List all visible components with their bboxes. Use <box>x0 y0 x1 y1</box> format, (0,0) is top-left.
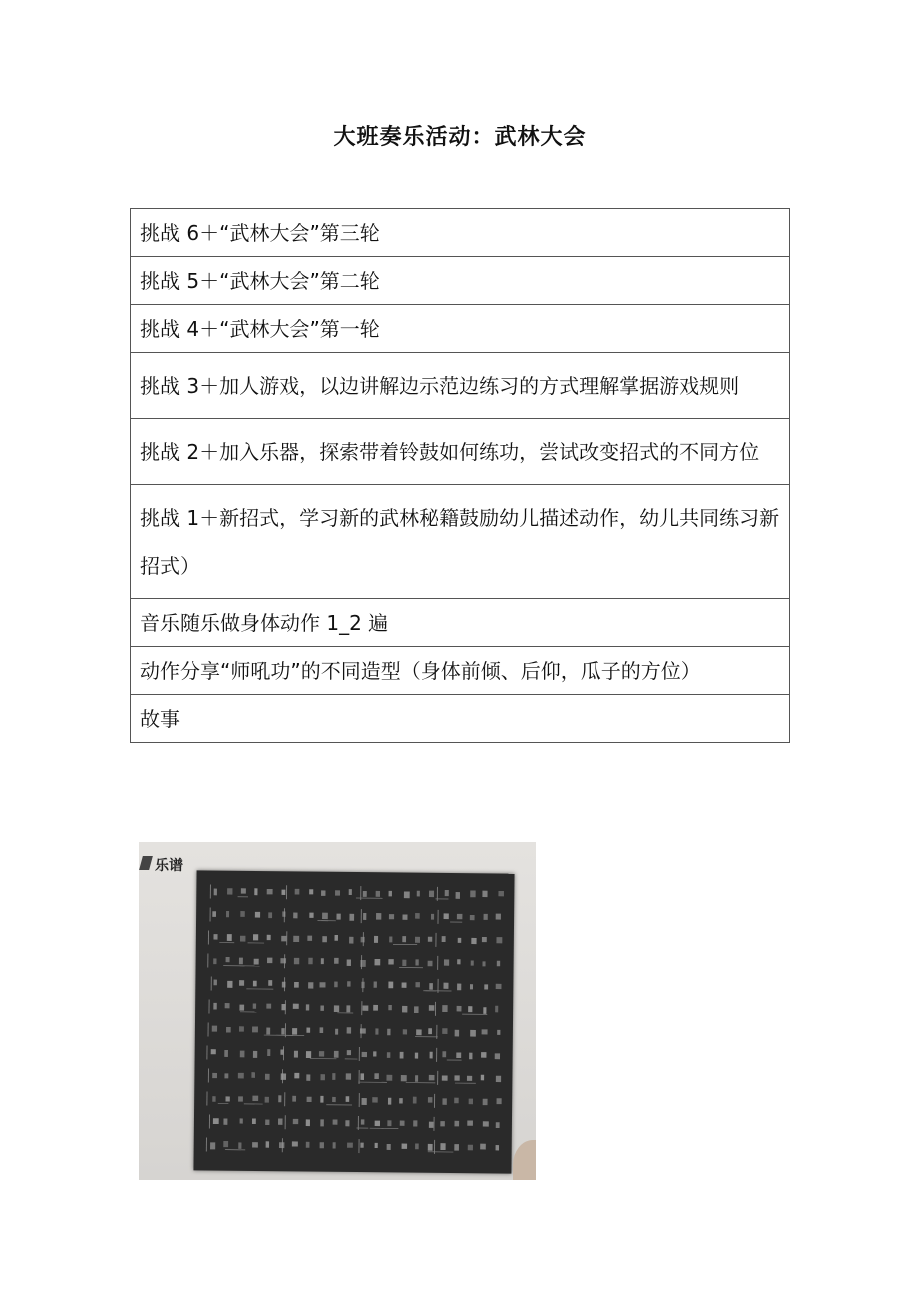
note-mark <box>308 958 312 965</box>
note-mark <box>295 889 300 895</box>
note-mark <box>415 1053 418 1059</box>
note-mark <box>415 1075 418 1082</box>
note-mark <box>456 892 460 899</box>
note-mark <box>456 1052 461 1058</box>
note-mark <box>319 982 325 987</box>
note-mark <box>308 982 313 988</box>
note-mark <box>483 1099 488 1105</box>
note-mark <box>266 1141 269 1147</box>
note-mark <box>267 1049 270 1056</box>
note-mark <box>454 1098 459 1104</box>
note-mark <box>375 1121 380 1126</box>
note-mark <box>267 889 273 894</box>
note-mark <box>345 1120 349 1126</box>
note-mark <box>429 983 433 990</box>
note-mark <box>431 914 434 920</box>
note-mark <box>240 1118 243 1123</box>
note-mark <box>333 1142 336 1148</box>
note-mark <box>481 1052 486 1058</box>
note-mark <box>375 1143 378 1148</box>
table-cell: 动作分享“师吼功”的不同造型（身体前倾、后仰，瓜子的方位） <box>131 647 790 695</box>
note-mark <box>238 1096 243 1101</box>
note-mark <box>483 1121 489 1126</box>
note-mark <box>497 961 500 967</box>
note-mark <box>211 1049 216 1054</box>
note-mark <box>294 958 299 964</box>
note-mark <box>240 1051 245 1058</box>
note-mark <box>268 912 272 918</box>
note-mark <box>388 1005 392 1010</box>
note-mark <box>400 1052 404 1059</box>
note-mark <box>400 1121 405 1126</box>
note-mark <box>373 1005 378 1011</box>
note-mark <box>457 984 461 991</box>
note-mark <box>254 888 257 895</box>
table-cell: 挑战 2＋加入乐器，探索带着铃鼓如何练功，尝试改变招式的不同方位 <box>131 419 790 485</box>
note-mark <box>293 1004 299 1009</box>
note-mark <box>389 891 392 897</box>
note-mark <box>496 914 501 920</box>
note-mark <box>239 958 243 965</box>
note-mark <box>213 1118 219 1124</box>
note-mark <box>445 890 449 896</box>
note-mark <box>346 1005 350 1012</box>
note-mark <box>320 1005 324 1010</box>
note-mark <box>224 1073 228 1078</box>
table-row <box>131 353 790 419</box>
note-mark <box>360 1028 366 1033</box>
note-mark <box>223 1141 228 1147</box>
note-mark <box>467 1120 473 1125</box>
note-mark <box>374 1073 378 1079</box>
music-sheet <box>193 870 514 1173</box>
note-mark <box>496 937 502 943</box>
note-mark <box>252 1142 258 1147</box>
note-mark <box>281 890 285 895</box>
note-mark <box>484 914 488 920</box>
note-mark <box>402 936 406 942</box>
note-mark <box>268 980 272 986</box>
note-mark <box>457 1006 462 1012</box>
note-mark <box>374 936 378 943</box>
note-mark <box>387 1052 391 1058</box>
music-notation-image <box>193 870 514 1173</box>
note-mark <box>212 911 216 917</box>
note-mark <box>496 1076 501 1082</box>
note-mark <box>319 1051 324 1056</box>
note-mark <box>442 1028 447 1034</box>
note-mark <box>388 982 393 989</box>
note-mark <box>360 960 365 967</box>
note-mark <box>253 1051 257 1058</box>
note-mark <box>212 1073 217 1078</box>
note-mark <box>322 913 328 919</box>
table-row <box>131 695 790 743</box>
note-mark <box>280 958 286 963</box>
note-mark <box>267 958 272 964</box>
table-cell: 挑战 1＋新招式，学习新的武林秘籍鼓励幼儿描述动作，幼儿共同练习新招式） <box>131 485 790 599</box>
note-mark <box>482 1029 488 1034</box>
note-mark <box>320 1027 324 1033</box>
note-mark <box>442 936 446 942</box>
note-mark <box>334 958 339 964</box>
note-mark <box>309 889 313 894</box>
note-mark <box>415 937 420 943</box>
note-mark <box>238 1073 244 1079</box>
note-mark <box>349 937 353 944</box>
note-mark <box>252 1096 258 1101</box>
note-mark <box>402 1144 408 1149</box>
note-mark <box>212 1026 217 1032</box>
note-mark <box>470 890 475 897</box>
note-mark <box>482 891 487 897</box>
note-mark <box>306 1074 310 1080</box>
note-mark <box>334 1005 339 1012</box>
note-mark <box>227 888 232 894</box>
note-mark <box>361 1119 365 1124</box>
note-mark <box>363 891 367 897</box>
note-mark <box>294 1051 298 1058</box>
note-mark <box>347 1143 353 1148</box>
note-mark <box>307 936 312 941</box>
note-mark <box>281 1028 284 1034</box>
note-mark <box>468 1145 473 1151</box>
note-mark <box>239 1005 244 1011</box>
page-title: 大班奏乐活动：武林大会 <box>333 125 587 150</box>
note-mark <box>347 1027 351 1033</box>
note-mark <box>442 1051 446 1057</box>
note-mark <box>267 935 271 940</box>
note-mark <box>401 1075 407 1081</box>
note-mark <box>225 1003 230 1008</box>
note-mark <box>376 913 381 920</box>
note-mark <box>484 984 488 989</box>
note-mark <box>428 1144 433 1151</box>
photo-header-label: 乐谱 <box>155 858 183 874</box>
note-mark <box>223 1118 227 1124</box>
note-mark <box>442 1005 447 1012</box>
note-mark <box>360 1073 364 1080</box>
note-mark <box>349 889 352 895</box>
note-mark <box>322 936 327 942</box>
note-mark <box>415 982 420 987</box>
note-mark <box>255 912 260 918</box>
table-cell: 挑战 5＋“武林大会”第二轮 <box>131 257 790 305</box>
note-mark <box>213 1003 216 1010</box>
note-mark <box>306 1004 309 1010</box>
note-mark <box>282 982 286 988</box>
table-row <box>131 305 790 353</box>
note-mark <box>443 983 448 989</box>
note-mark <box>278 1118 283 1124</box>
note-mark <box>212 1096 215 1102</box>
note-mark <box>417 891 420 897</box>
note-mark <box>387 1029 390 1036</box>
note-mark <box>281 936 286 942</box>
note-mark <box>495 1006 498 1013</box>
note-mark <box>399 1098 403 1103</box>
note-mark <box>428 961 433 967</box>
table-cell: 故事 <box>131 695 790 743</box>
note-mark <box>240 911 244 917</box>
note-mark <box>239 980 244 986</box>
note-mark <box>402 960 406 966</box>
note-mark <box>372 1097 378 1102</box>
note-mark <box>471 938 476 944</box>
note-mark <box>293 936 299 942</box>
note-mark <box>347 1050 351 1055</box>
note-mark <box>413 1097 417 1104</box>
note-mark <box>294 982 299 988</box>
note-mark <box>470 984 473 989</box>
note-mark <box>442 1075 448 1080</box>
note-mark <box>281 1073 286 1079</box>
note-mark <box>386 1075 392 1081</box>
note-mark <box>252 1026 258 1032</box>
note-mark <box>346 1073 351 1079</box>
note-mark <box>266 1004 271 1009</box>
note-mark <box>226 911 229 917</box>
note-mark <box>483 1007 486 1014</box>
table-row <box>131 485 790 599</box>
note-mark <box>224 1050 228 1057</box>
note-mark <box>361 937 365 943</box>
note-mark <box>428 1028 432 1034</box>
note-mark <box>334 1051 339 1058</box>
note-mark <box>428 1097 433 1103</box>
note-mark <box>332 1073 335 1080</box>
note-mark <box>213 934 217 940</box>
note-mark <box>306 1119 310 1126</box>
note-mark <box>403 1029 407 1034</box>
note-mark <box>265 1074 270 1080</box>
music-score-photo <box>139 842 536 1180</box>
note-mark <box>415 1143 419 1149</box>
note-mark <box>429 1122 434 1128</box>
note-mark <box>226 957 230 962</box>
note-mark <box>454 1121 459 1127</box>
activity-steps-table <box>130 208 790 743</box>
table-cell: 音乐随乐做身体动作 1_2 遍 <box>131 599 790 647</box>
note-mark <box>389 914 394 919</box>
note-mark <box>469 1099 473 1105</box>
note-mark <box>404 891 410 898</box>
note-mark <box>402 982 407 987</box>
note-mark <box>307 1097 312 1102</box>
note-mark <box>306 1051 311 1058</box>
note-mark <box>241 888 246 893</box>
note-mark <box>238 1142 241 1148</box>
note-mark <box>321 890 325 896</box>
note-mark <box>429 1005 435 1011</box>
note-mark <box>210 1142 215 1149</box>
note-mark <box>320 1142 324 1148</box>
note-mark <box>388 1098 391 1105</box>
note-mark <box>335 890 340 895</box>
note-mark <box>374 959 380 965</box>
note-mark <box>497 1030 500 1035</box>
note-mark <box>293 913 297 919</box>
note-mark <box>214 889 217 896</box>
note-mark <box>253 981 257 987</box>
note-mark <box>373 1051 376 1056</box>
note-mark <box>458 938 462 943</box>
note-mark <box>468 1006 472 1012</box>
note-mark <box>415 913 420 919</box>
note-mark <box>226 1027 231 1033</box>
note-mark <box>375 1028 378 1034</box>
note-mark <box>429 1075 435 1081</box>
note-mark <box>496 984 502 989</box>
note-mark <box>363 1005 369 1010</box>
note-mark <box>279 1142 284 1148</box>
note-mark <box>320 1119 324 1126</box>
note-mark <box>413 1120 417 1126</box>
note-mark <box>280 1049 283 1054</box>
note-mark <box>335 935 338 941</box>
note-mark <box>321 958 324 964</box>
note-mark <box>440 1143 445 1150</box>
note-mark <box>495 1053 500 1059</box>
note-mark <box>253 934 258 940</box>
note-mark <box>389 936 392 942</box>
table-cell: 挑战 4＋“武林大会”第一轮 <box>131 305 790 353</box>
note-mark <box>388 959 393 964</box>
note-mark <box>306 1028 310 1033</box>
note-mark <box>292 1141 298 1146</box>
note-mark <box>309 913 313 918</box>
table-cell: 挑战 3＋加人游戏，以边讲解边示范边练习的方式理解掌据游戏规则 <box>131 353 790 419</box>
note-mark <box>282 911 285 916</box>
note-mark <box>281 1004 285 1010</box>
note-mark <box>362 1098 367 1105</box>
note-mark <box>306 1142 310 1148</box>
note-mark <box>332 1097 336 1102</box>
note-mark <box>428 937 432 942</box>
table-row <box>131 209 790 257</box>
note-mark <box>334 982 338 988</box>
note-mark <box>482 961 485 966</box>
note-mark <box>402 1006 407 1013</box>
table-cell: 挑战 6＋“武林大会”第三轮 <box>131 209 790 257</box>
note-mark <box>362 1052 367 1057</box>
note-mark <box>294 1073 299 1078</box>
note-mark <box>471 961 474 966</box>
note-mark <box>347 959 351 965</box>
note-mark <box>253 1004 256 1009</box>
note-mark <box>225 1096 229 1101</box>
note-mark <box>240 936 245 942</box>
note-mark <box>265 1097 269 1103</box>
note-mark <box>454 1075 459 1080</box>
note-mark <box>429 891 434 898</box>
note-mark <box>496 1122 500 1128</box>
note-mark <box>252 1118 256 1124</box>
table-row <box>131 599 790 647</box>
note-mark <box>416 1029 422 1035</box>
note-mark <box>360 1143 363 1148</box>
note-mark <box>363 913 366 920</box>
note-mark <box>482 937 487 942</box>
note-mark <box>440 1121 445 1126</box>
note-mark <box>414 1006 419 1013</box>
note-mark <box>480 1144 486 1150</box>
note-mark <box>320 1096 323 1103</box>
note-mark <box>497 1098 502 1104</box>
note-mark <box>333 1120 338 1125</box>
note-mark <box>374 982 377 988</box>
note-mark <box>457 914 463 919</box>
note-mark <box>335 1029 338 1035</box>
note-mark <box>213 980 216 986</box>
note-mark <box>361 982 364 988</box>
note-mark <box>346 1096 350 1102</box>
table-row <box>131 419 790 485</box>
note-mark <box>251 1072 255 1078</box>
note-mark <box>457 959 460 964</box>
note-mark <box>254 959 259 965</box>
note-mark <box>467 1076 472 1081</box>
note-mark <box>376 891 380 897</box>
table-row <box>131 257 790 305</box>
note-mark <box>347 981 351 986</box>
note-mark <box>292 1028 297 1034</box>
note-mark <box>349 914 354 921</box>
note-mark <box>444 913 449 919</box>
note-mark <box>470 915 475 920</box>
note-mark <box>336 914 340 920</box>
note-mark <box>266 1028 270 1035</box>
note-mark <box>213 958 216 964</box>
note-mark <box>430 1052 433 1059</box>
table-row <box>131 647 790 695</box>
note-mark <box>320 1074 324 1080</box>
note-mark <box>402 914 407 919</box>
note-mark <box>239 1026 244 1031</box>
note-mark <box>470 1030 476 1037</box>
note-mark <box>227 981 232 988</box>
note-mark <box>442 1098 446 1105</box>
note-mark <box>498 891 504 896</box>
note-mark <box>293 1119 298 1124</box>
note-mark <box>496 1145 499 1150</box>
note-mark <box>481 1075 484 1081</box>
note-mark <box>387 1120 391 1126</box>
note-mark <box>292 1096 296 1102</box>
note-mark <box>469 1053 472 1060</box>
note-mark <box>444 959 449 965</box>
note-mark <box>265 1120 269 1125</box>
note-mark <box>454 1144 459 1151</box>
note-mark <box>415 959 418 965</box>
note-mark <box>387 1144 391 1150</box>
note-mark <box>278 1095 281 1102</box>
note-mark <box>227 934 232 941</box>
note-mark <box>455 1030 460 1037</box>
